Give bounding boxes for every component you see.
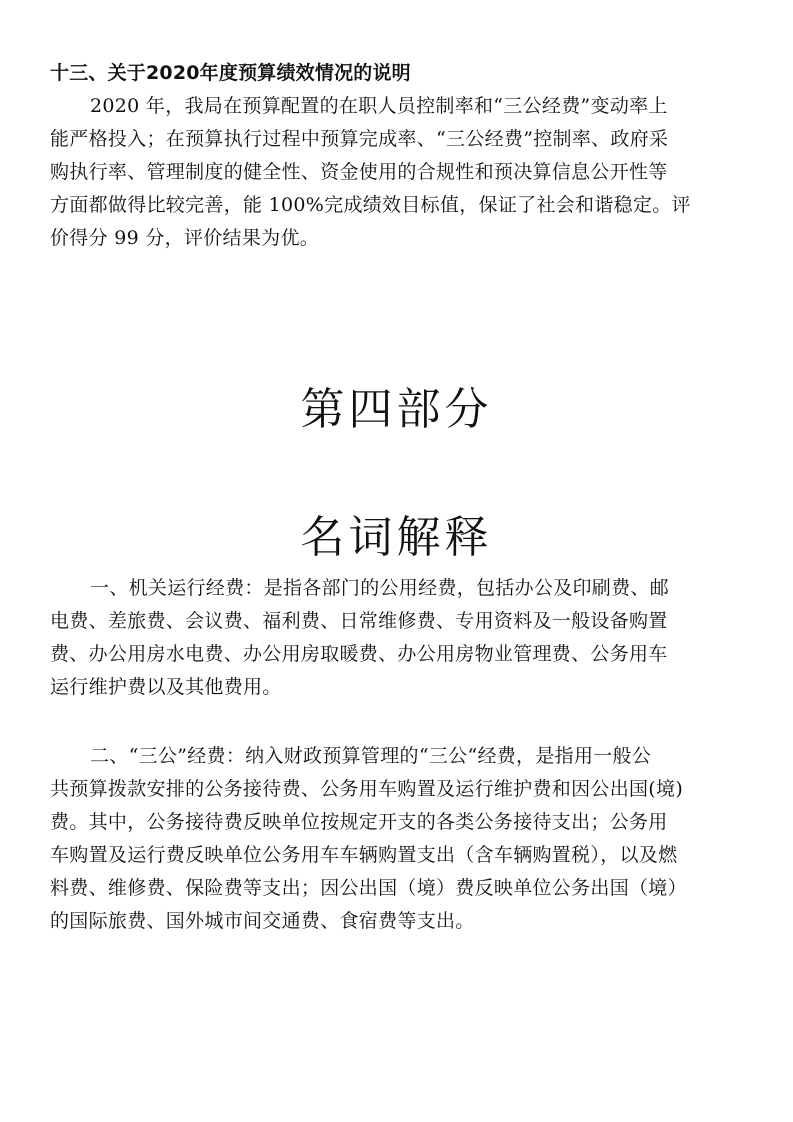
paragraph-line: 二、“三公”经费：纳入财政预算管理的“三公“经费，是指用一般公 [90,745,652,767]
paragraph-line: 方面都做得比较完善，能 100%完成绩效目标值，保证了社会和谐稳定。评 [50,194,691,216]
paragraph-line: 电费、差旅费、会议费、福利费、日常维修费、专用资料及一般设备购置 [50,610,668,632]
paragraph-line: 运行维护费以及其他费用。 [50,676,282,698]
term-definition-operating-expenses [50,572,750,704]
paragraph-line: 能严格投入；在预算执行过程中预算完成率、“三公经费”控制率、政府采 [50,128,669,150]
paragraph-line: 费。其中，公务接待费反映单位按规定开支的各类公务接待支出；公务用 [50,811,668,833]
part-title: 第四部分 [300,384,493,435]
paragraph-line: 2020 年，我局在预算配置的在职人员控制率和“三公经费”变动率上 [90,95,668,117]
paragraph-line: 价得分 99 分，评价结果为优。 [50,227,320,249]
paragraph-line: 一、机关运行经费：是指各部门的公用经费，包括办公及印刷费、邮 [90,577,670,599]
paragraph-line: 费、办公用房水电费、办公用房取暖费、办公用房物业管理费、公务用车 [50,643,668,665]
paragraph-line: 购执行率、管理制度的健全性、资金使用的合规性和预决算信息公开性等 [50,161,668,183]
paragraph-line: 共预算拨款安排的公务接待费、公务用车购置及运行维护费和因公出国(境) [50,778,684,800]
paragraph-line: 车购置及运行费反映单位公务用车车辆购置支出（含车辆购置税），以及燃 [50,844,678,866]
part-subtitle: 名词解释 [300,512,493,563]
section-heading-budget-performance: 十三、关于2020年度预算绩效情况的说明 [50,62,411,84]
paragraph-line: 的国际旅费、国外城市间交通费、食宿费等支出。 [50,910,475,932]
budget-performance-paragraph [50,90,750,255]
paragraph-line: 料费、维修费、保险费等支出；因公出国（境）费反映单位公务出国（境） [50,877,687,899]
term-definition-three-public-expenses [50,740,750,938]
